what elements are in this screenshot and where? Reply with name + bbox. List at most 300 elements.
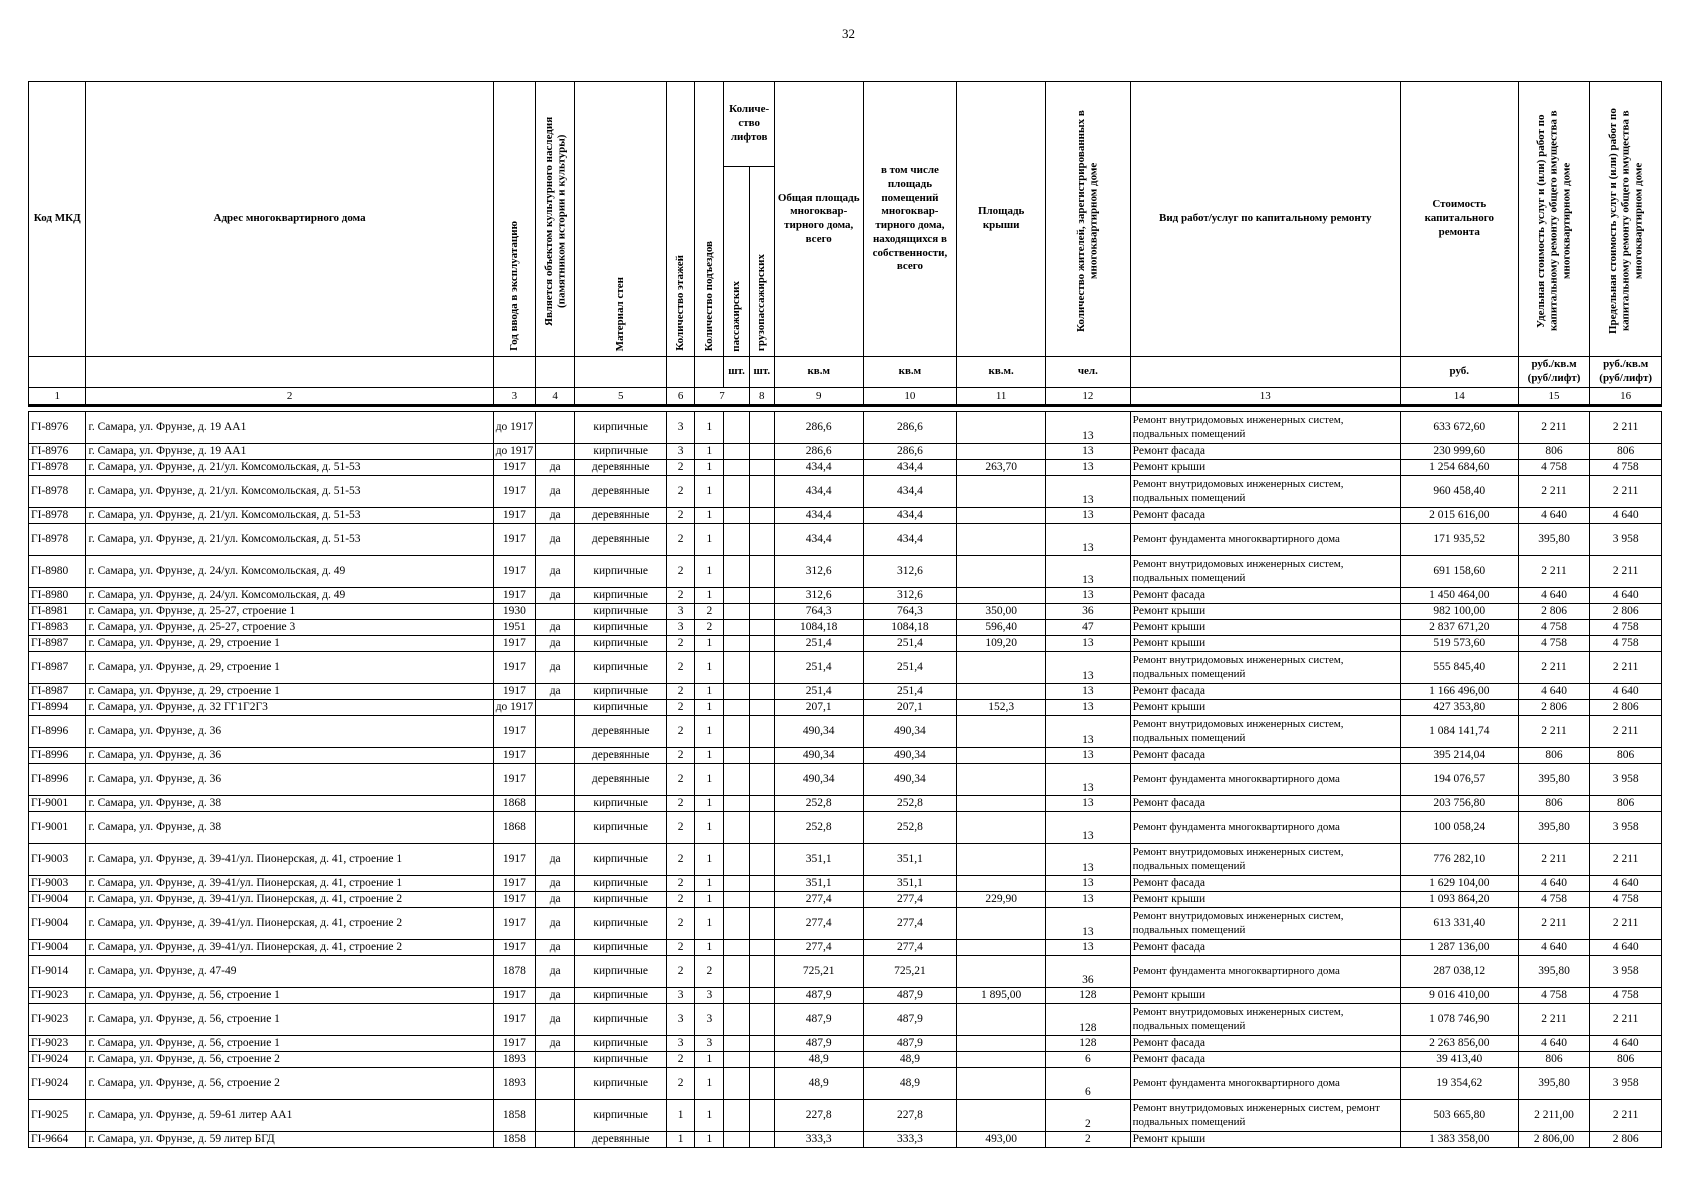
cell-address: г. Самара, ул. Фрунзе, д. 19 АА1 <box>86 444 493 460</box>
cell-roof-area: 263,70 <box>957 460 1046 476</box>
cell-floors: 2 <box>667 892 695 908</box>
cell-total-area: 312,6 <box>774 588 863 604</box>
cell-unit-cost: 4 640 <box>1518 876 1590 892</box>
cell-entrances: 1 <box>695 812 724 844</box>
cell-kod: ГI-8987 <box>29 684 86 700</box>
cell-address: г. Самара, ул. Фрунзе, д. 47-49 <box>86 956 493 988</box>
cell-year: 1917 <box>493 1004 535 1036</box>
cell-address: г. Самара, ул. Фрунзе, д. 32 ГГ1Г2Г3 <box>86 700 493 716</box>
cell-entrances: 1 <box>695 412 724 444</box>
cell-year: 1917 <box>493 716 535 748</box>
table-row <box>29 1004 1662 1036</box>
cell-residents: 13 <box>1046 908 1131 940</box>
cell-work: Ремонт фасада <box>1130 684 1400 700</box>
col-num: 16 <box>1590 388 1662 406</box>
header-heritage: Является объектом культурного наследия (памятником истории и культуры) <box>536 82 575 357</box>
cell-lift-pass <box>724 1004 749 1036</box>
cell-work: Ремонт фасада <box>1130 1036 1400 1052</box>
cell-work: Ремонт фундамента многоквартирного дома <box>1130 812 1400 844</box>
cell-total-area: 434,4 <box>774 524 863 556</box>
cell-max-cost: 4 758 <box>1590 620 1662 636</box>
cell-kod: ГI-9025 <box>29 1100 86 1132</box>
cell-owned-area: 48,9 <box>863 1068 957 1100</box>
table-row <box>29 1036 1662 1052</box>
cell-address: г. Самара, ул. Фрунзе, д. 21/ул. Комсомольская, д. 51-53 <box>86 524 493 556</box>
cell-heritage: да <box>536 908 575 940</box>
col-num: 1 <box>29 388 86 406</box>
cell-total-area: 490,34 <box>774 764 863 796</box>
cell-residents: 13 <box>1046 892 1131 908</box>
header-material: Материал стен <box>575 82 667 357</box>
cell-unit-cost: 4 640 <box>1518 588 1590 604</box>
cell-total-area: 490,34 <box>774 716 863 748</box>
cell-roof-area <box>957 764 1046 796</box>
cell-heritage: да <box>536 956 575 988</box>
unit-max-cost: руб./кв.м (руб/лифт) <box>1590 357 1662 388</box>
cell-total-area: 434,4 <box>774 508 863 524</box>
cell-cost: 230 999,60 <box>1400 444 1518 460</box>
cell-work: Ремонт фасада <box>1130 588 1400 604</box>
col-num: 11 <box>957 388 1046 406</box>
cell-total-area: 312,6 <box>774 556 863 588</box>
header-kod: Код МКД <box>29 82 86 357</box>
cell-entrances: 1 <box>695 652 724 684</box>
cell-work: Ремонт внутридомовых инженерных систем, ремонт подвальных помещений <box>1130 1100 1400 1132</box>
cell-residents: 13 <box>1046 716 1131 748</box>
cell-work: Ремонт внутридомовых инженерных систем, подвальных помещений <box>1130 476 1400 508</box>
cell-year: до 1917 <box>493 444 535 460</box>
header-lifts: Количе-ство лифтов <box>724 82 774 167</box>
cell-lift-cargo <box>749 1068 774 1100</box>
cell-address: г. Самара, ул. Фрунзе, д. 39-41/ул. Пионерская, д. 41, строение 2 <box>86 908 493 940</box>
cell-unit-cost: 4 758 <box>1518 892 1590 908</box>
cell-lift-cargo <box>749 812 774 844</box>
cell-residents: 13 <box>1046 556 1131 588</box>
cell-roof-area <box>957 1052 1046 1068</box>
cell-entrances: 1 <box>695 1132 724 1148</box>
cell-owned-area: 48,9 <box>863 1052 957 1068</box>
cell-heritage <box>536 1132 575 1148</box>
cell-floors: 3 <box>667 1004 695 1036</box>
cell-lift-pass <box>724 444 749 460</box>
cell-address: г. Самара, ул. Фрунзе, д. 39-41/ул. Пионерская, д. 41, строение 2 <box>86 892 493 908</box>
cell-year: 1951 <box>493 620 535 636</box>
cell-material: кирпичные <box>575 940 667 956</box>
cell-material: кирпичные <box>575 892 667 908</box>
cell-floors: 2 <box>667 1068 695 1100</box>
cell-residents: 13 <box>1046 524 1131 556</box>
cell-cost: 2 837 671,20 <box>1400 620 1518 636</box>
header-residents: Количество жителей, зарегистрированных в многоквартирном доме <box>1046 82 1131 357</box>
table-row <box>29 636 1662 652</box>
cell-roof-area <box>957 652 1046 684</box>
cell-total-area: 252,8 <box>774 812 863 844</box>
cell-lift-pass <box>724 940 749 956</box>
cell-lift-cargo <box>749 956 774 988</box>
cell-heritage <box>536 1100 575 1132</box>
cell-work: Ремонт внутридомовых инженерных систем, подвальных помещений <box>1130 652 1400 684</box>
cell-address: г. Самара, ул. Фрунзе, д. 36 <box>86 716 493 748</box>
table-row <box>29 844 1662 876</box>
cell-floors: 2 <box>667 844 695 876</box>
cell-roof-area: 229,90 <box>957 892 1046 908</box>
cell-entrances: 3 <box>695 1036 724 1052</box>
cell-roof-area <box>957 476 1046 508</box>
cell-kod: ГI-8996 <box>29 748 86 764</box>
cell-residents: 13 <box>1046 796 1131 812</box>
cell-cost: 519 573,60 <box>1400 636 1518 652</box>
cell-heritage: да <box>536 460 575 476</box>
cell-max-cost: 2 211 <box>1590 908 1662 940</box>
cell-material: деревянные <box>575 1132 667 1148</box>
table-row <box>29 1132 1662 1148</box>
cell-cost: 960 458,40 <box>1400 476 1518 508</box>
cell-address: г. Самара, ул. Фрунзе, д. 19 АА1 <box>86 412 493 444</box>
cell-work: Ремонт крыши <box>1130 892 1400 908</box>
cell-lift-cargo <box>749 412 774 444</box>
cell-address: г. Самара, ул. Фрунзе, д. 56, строение 1 <box>86 1004 493 1036</box>
page-number: 32 <box>842 26 855 41</box>
cell-total-area: 333,3 <box>774 1132 863 1148</box>
cell-total-area: 1084,18 <box>774 620 863 636</box>
cell-total-area: 48,9 <box>774 1068 863 1100</box>
cell-roof-area <box>957 412 1046 444</box>
cell-floors: 2 <box>667 796 695 812</box>
cell-lift-pass <box>724 1068 749 1100</box>
cell-material: кирпичные <box>575 1004 667 1036</box>
cell-work: Ремонт крыши <box>1130 988 1400 1004</box>
unit-lift-pass: шт. <box>724 357 749 388</box>
cell-kod: ГI-9004 <box>29 908 86 940</box>
cell-floors: 2 <box>667 908 695 940</box>
cell-entrances: 2 <box>695 956 724 988</box>
cell-entrances: 1 <box>695 460 724 476</box>
cell-total-area: 251,4 <box>774 636 863 652</box>
cell-entrances: 1 <box>695 876 724 892</box>
cell-year: 1858 <box>493 1132 535 1148</box>
cell-total-area: 227,8 <box>774 1100 863 1132</box>
cell-roof-area <box>957 796 1046 812</box>
cell-lift-pass <box>724 1036 749 1052</box>
cell-owned-area: 487,9 <box>863 1036 957 1052</box>
cell-heritage <box>536 764 575 796</box>
cell-kod: ГI-8976 <box>29 412 86 444</box>
cell-material: деревянные <box>575 476 667 508</box>
cell-total-area: 351,1 <box>774 844 863 876</box>
cell-total-area: 351,1 <box>774 876 863 892</box>
table-body <box>29 412 1662 1148</box>
cell-owned-area: 490,34 <box>863 716 957 748</box>
cell-residents: 13 <box>1046 444 1131 460</box>
cell-owned-area: 207,1 <box>863 700 957 716</box>
cell-heritage <box>536 700 575 716</box>
cell-total-area: 277,4 <box>774 908 863 940</box>
cell-residents: 36 <box>1046 956 1131 988</box>
cell-entrances: 1 <box>695 476 724 508</box>
cell-owned-area: 764,3 <box>863 604 957 620</box>
cell-unit-cost: 2 211 <box>1518 412 1590 444</box>
cell-year: 1917 <box>493 652 535 684</box>
cell-material: деревянные <box>575 508 667 524</box>
cell-lift-pass <box>724 700 749 716</box>
cell-lift-pass <box>724 412 749 444</box>
cell-kod: ГI-9001 <box>29 812 86 844</box>
cell-entrances: 1 <box>695 588 724 604</box>
cell-residents: 13 <box>1046 812 1131 844</box>
cell-heritage: да <box>536 844 575 876</box>
cell-roof-area <box>957 1100 1046 1132</box>
cell-roof-area: 109,20 <box>957 636 1046 652</box>
table-row <box>29 1068 1662 1100</box>
cell-work: Ремонт внутридомовых инженерных систем, подвальных помещений <box>1130 412 1400 444</box>
cell-max-cost: 806 <box>1590 444 1662 460</box>
cell-floors: 2 <box>667 812 695 844</box>
header-unit-cost: Удельная стоимость услуг и (или) работ по капитальному ремонту общего имущества в многоквартирном доме <box>1518 82 1590 357</box>
table-row <box>29 684 1662 700</box>
cell-year: до 1917 <box>493 412 535 444</box>
table-row <box>29 460 1662 476</box>
cell-material: деревянные <box>575 764 667 796</box>
cell-owned-area: 277,4 <box>863 892 957 908</box>
cell-unit-cost: 806 <box>1518 796 1590 812</box>
cell-unit-cost: 806 <box>1518 444 1590 460</box>
cell-work: Ремонт внутридомовых инженерных систем, подвальных помещений <box>1130 556 1400 588</box>
cell-unit-cost: 395,80 <box>1518 764 1590 796</box>
cell-roof-area <box>957 684 1046 700</box>
cell-unit-cost: 2 806,00 <box>1518 1132 1590 1148</box>
cell-floors: 3 <box>667 412 695 444</box>
cell-cost: 1 450 464,00 <box>1400 588 1518 604</box>
cell-roof-area: 152,3 <box>957 700 1046 716</box>
cell-total-area: 48,9 <box>774 1052 863 1068</box>
cell-heritage: да <box>536 476 575 508</box>
cell-entrances: 1 <box>695 764 724 796</box>
cell-roof-area <box>957 748 1046 764</box>
cell-owned-area: 1084,18 <box>863 620 957 636</box>
cell-max-cost: 4 640 <box>1590 1036 1662 1052</box>
cell-max-cost: 806 <box>1590 796 1662 812</box>
cell-lift-pass <box>724 1100 749 1132</box>
cell-kod: ГI-9024 <box>29 1052 86 1068</box>
cell-material: кирпичные <box>575 1100 667 1132</box>
cell-work: Ремонт крыши <box>1130 1132 1400 1148</box>
cell-total-area: 434,4 <box>774 460 863 476</box>
cell-year: 1930 <box>493 604 535 620</box>
cell-material: кирпичные <box>575 908 667 940</box>
cell-material: кирпичные <box>575 700 667 716</box>
cell-lift-cargo <box>749 844 774 876</box>
cell-lift-cargo <box>749 476 774 508</box>
cell-year: 1917 <box>493 876 535 892</box>
unit-total-area: кв.м <box>774 357 863 388</box>
cell-floors: 2 <box>667 716 695 748</box>
cell-roof-area <box>957 812 1046 844</box>
cell-lift-cargo <box>749 892 774 908</box>
cell-material: кирпичные <box>575 620 667 636</box>
table-row <box>29 508 1662 524</box>
cell-unit-cost: 2 211,00 <box>1518 1100 1590 1132</box>
cell-lift-pass <box>724 588 749 604</box>
cell-owned-area: 277,4 <box>863 940 957 956</box>
cell-residents: 128 <box>1046 988 1131 1004</box>
col-num: 4 <box>536 388 575 406</box>
cell-roof-area <box>957 1036 1046 1052</box>
cell-cost: 1 383 358,00 <box>1400 1132 1518 1148</box>
cell-year: 1917 <box>493 764 535 796</box>
capital-repair-register-table <box>28 81 1662 1148</box>
cell-max-cost: 3 958 <box>1590 764 1662 796</box>
cell-heritage: да <box>536 892 575 908</box>
cell-floors: 3 <box>667 1036 695 1052</box>
cell-heritage: да <box>536 876 575 892</box>
cell-max-cost: 4 640 <box>1590 876 1662 892</box>
cell-year: 1893 <box>493 1068 535 1100</box>
table-row <box>29 716 1662 748</box>
cell-unit-cost: 4 758 <box>1518 460 1590 476</box>
cell-year: 1917 <box>493 556 535 588</box>
cell-cost: 1 629 104,00 <box>1400 876 1518 892</box>
cell-cost: 1 084 141,74 <box>1400 716 1518 748</box>
cell-unit-cost: 2 211 <box>1518 556 1590 588</box>
unit-lift-cargo: шт. <box>749 357 774 388</box>
cell-lift-cargo <box>749 796 774 812</box>
table-row <box>29 620 1662 636</box>
cell-max-cost: 3 958 <box>1590 956 1662 988</box>
cell-lift-pass <box>724 556 749 588</box>
cell-year: 1917 <box>493 524 535 556</box>
cell-lift-cargo <box>749 652 774 684</box>
cell-cost: 555 845,40 <box>1400 652 1518 684</box>
cell-total-area: 251,4 <box>774 652 863 684</box>
header-year: Год ввода в эксплуатацию <box>493 82 535 357</box>
cell-residents: 6 <box>1046 1068 1131 1100</box>
cell-residents: 13 <box>1046 460 1131 476</box>
cell-lift-pass <box>724 748 749 764</box>
cell-address: г. Самара, ул. Фрунзе, д. 21/ул. Комсомольская, д. 51-53 <box>86 476 493 508</box>
col-num: 3 <box>493 388 535 406</box>
cell-lift-pass <box>724 716 749 748</box>
cell-floors: 2 <box>667 684 695 700</box>
cell-work: Ремонт внутридомовых инженерных систем, подвальных помещений <box>1130 716 1400 748</box>
cell-owned-area: 312,6 <box>863 588 957 604</box>
cell-material: деревянные <box>575 716 667 748</box>
cell-floors: 2 <box>667 636 695 652</box>
header-lift-pass: пассажирских <box>724 167 749 357</box>
cell-unit-cost: 395,80 <box>1518 956 1590 988</box>
cell-work: Ремонт крыши <box>1130 636 1400 652</box>
cell-unit-cost: 2 211 <box>1518 1004 1590 1036</box>
cell-year: 1868 <box>493 812 535 844</box>
cell-total-area: 286,6 <box>774 444 863 460</box>
table-row <box>29 556 1662 588</box>
cell-material: кирпичные <box>575 412 667 444</box>
cell-heritage: да <box>536 556 575 588</box>
cell-address: г. Самара, ул. Фрунзе, д. 38 <box>86 812 493 844</box>
cell-address: г. Самара, ул. Фрунзе, д. 36 <box>86 748 493 764</box>
cell-heritage: да <box>536 1004 575 1036</box>
cell-cost: 427 353,80 <box>1400 700 1518 716</box>
cell-lift-pass <box>724 764 749 796</box>
cell-max-cost: 806 <box>1590 1052 1662 1068</box>
cell-lift-cargo <box>749 1052 774 1068</box>
cell-material: кирпичные <box>575 636 667 652</box>
cell-year: 1868 <box>493 796 535 812</box>
cell-floors: 3 <box>667 988 695 1004</box>
cell-lift-cargo <box>749 700 774 716</box>
cell-address: г. Самара, ул. Фрунзе, д. 29, строение 1 <box>86 684 493 700</box>
table-row <box>29 588 1662 604</box>
cell-material: кирпичные <box>575 812 667 844</box>
table-row <box>29 892 1662 908</box>
cell-residents: 128 <box>1046 1004 1131 1036</box>
cell-max-cost: 2 211 <box>1590 1004 1662 1036</box>
cell-lift-pass <box>724 988 749 1004</box>
cell-unit-cost: 806 <box>1518 748 1590 764</box>
cell-unit-cost: 4 640 <box>1518 940 1590 956</box>
cell-roof-area <box>957 940 1046 956</box>
cell-work: Ремонт крыши <box>1130 604 1400 620</box>
cell-owned-area: 490,34 <box>863 748 957 764</box>
cell-cost: 39 413,40 <box>1400 1052 1518 1068</box>
cell-heritage: да <box>536 588 575 604</box>
table-row <box>29 652 1662 684</box>
cell-lift-cargo <box>749 876 774 892</box>
cell-unit-cost: 2 211 <box>1518 716 1590 748</box>
cell-lift-pass <box>724 844 749 876</box>
cell-residents: 13 <box>1046 700 1131 716</box>
cell-work: Ремонт фасада <box>1130 508 1400 524</box>
cell-year: 1917 <box>493 1036 535 1052</box>
cell-address: г. Самара, ул. Фрунзе, д. 39-41/ул. Пионерская, д. 41, строение 1 <box>86 876 493 892</box>
cell-year: 1917 <box>493 636 535 652</box>
table-row <box>29 764 1662 796</box>
cell-floors: 3 <box>667 604 695 620</box>
cell-heritage: да <box>536 1036 575 1052</box>
cell-heritage: да <box>536 620 575 636</box>
cell-material: кирпичные <box>575 604 667 620</box>
cell-lift-cargo <box>749 988 774 1004</box>
cell-roof-area: 350,00 <box>957 604 1046 620</box>
cell-work: Ремонт крыши <box>1130 620 1400 636</box>
cell-lift-pass <box>724 684 749 700</box>
cell-floors: 2 <box>667 748 695 764</box>
cell-kod: ГI-8983 <box>29 620 86 636</box>
cell-entrances: 1 <box>695 684 724 700</box>
cell-entrances: 1 <box>695 556 724 588</box>
cell-kod: ГI-8978 <box>29 508 86 524</box>
cell-kod: ГI-8994 <box>29 700 86 716</box>
cell-cost: 1 078 746,90 <box>1400 1004 1518 1036</box>
cell-work: Ремонт фундамента многоквартирного дома <box>1130 1068 1400 1100</box>
cell-residents: 13 <box>1046 476 1131 508</box>
cell-total-area: 252,8 <box>774 796 863 812</box>
cell-entrances: 1 <box>695 1068 724 1100</box>
cell-owned-area: 251,4 <box>863 652 957 684</box>
col-num: 9 <box>774 388 863 406</box>
table-row <box>29 988 1662 1004</box>
cell-owned-area: 434,4 <box>863 524 957 556</box>
cell-max-cost: 4 640 <box>1590 684 1662 700</box>
cell-roof-area <box>957 588 1046 604</box>
cell-roof-area: 596,40 <box>957 620 1046 636</box>
cell-entrances: 2 <box>695 620 724 636</box>
cell-max-cost: 2 211 <box>1590 412 1662 444</box>
cell-year: 1917 <box>493 476 535 508</box>
cell-residents: 47 <box>1046 620 1131 636</box>
cell-kod: ГI-8980 <box>29 588 86 604</box>
cell-heritage: да <box>536 524 575 556</box>
cell-roof-area <box>957 556 1046 588</box>
